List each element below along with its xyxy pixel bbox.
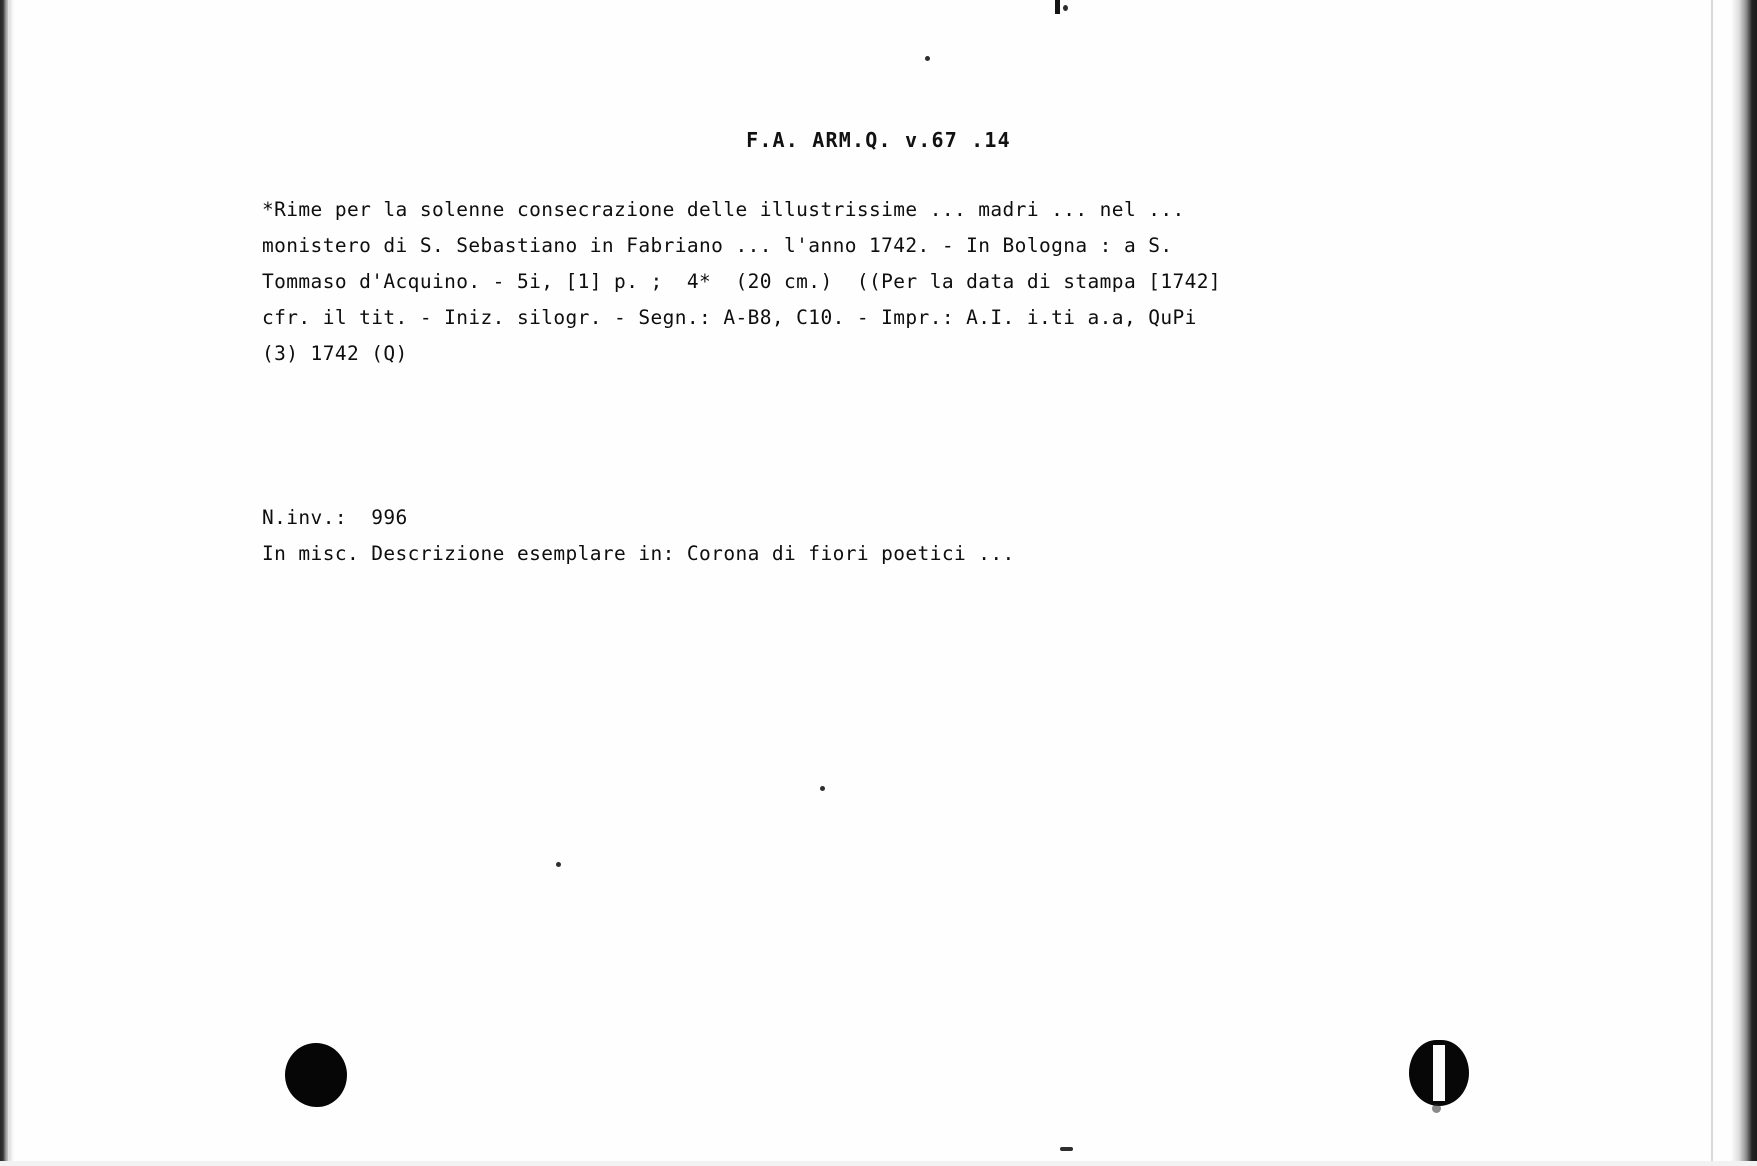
scan-speck [556, 862, 561, 867]
record-line: *Rime per la solenne consecrazione delle illustrissime ... madri ... nel ... [262, 198, 1185, 221]
scan-speck [1060, 1147, 1073, 1151]
scan-edge-right [1731, 0, 1757, 1166]
scan-speck [1063, 5, 1068, 11]
scan-speck [820, 786, 825, 791]
scan-speck [925, 56, 930, 61]
bibliographic-record [262, 192, 1262, 372]
scan-edge-left [0, 0, 14, 1166]
miscellany-note-line: In misc. Descrizione esemplare in: Corona di fiori poetici ... [262, 542, 1015, 565]
scan-edge-right-hairline [1711, 0, 1713, 1166]
solid-ink-blob-icon [285, 1043, 347, 1107]
ink-blob-tail [1432, 1104, 1441, 1113]
inventory-number-line: N.inv.: 996 [262, 506, 408, 529]
scan-edge-left-inner [8, 0, 11, 1166]
copy-notes [262, 500, 1262, 572]
shelfmark-heading: F.A. ARM.Q. v.67 .14 [746, 128, 1011, 152]
ring-ink-blob-icon [1409, 1040, 1469, 1106]
scan-edge-top-nick [1055, 0, 1060, 14]
record-line: monistero di S. Sebastiano in Fabriano ... l'anno 1742. - In Bologna : a S. [262, 234, 1173, 257]
record-line: (3) 1742 (Q) [262, 342, 408, 365]
record-line: cfr. il tit. - Iniz. silogr. - Segn.: A-B8, C10. - Impr.: A.I. i.ti a.a, QuPi [262, 306, 1197, 329]
record-line: Tommaso d'Acquino. - 5i, [1] p. ; 4* (20 cm.) ((Per la data di stampa [1742] [262, 270, 1222, 293]
scan-edge-bottom [0, 1161, 1757, 1166]
